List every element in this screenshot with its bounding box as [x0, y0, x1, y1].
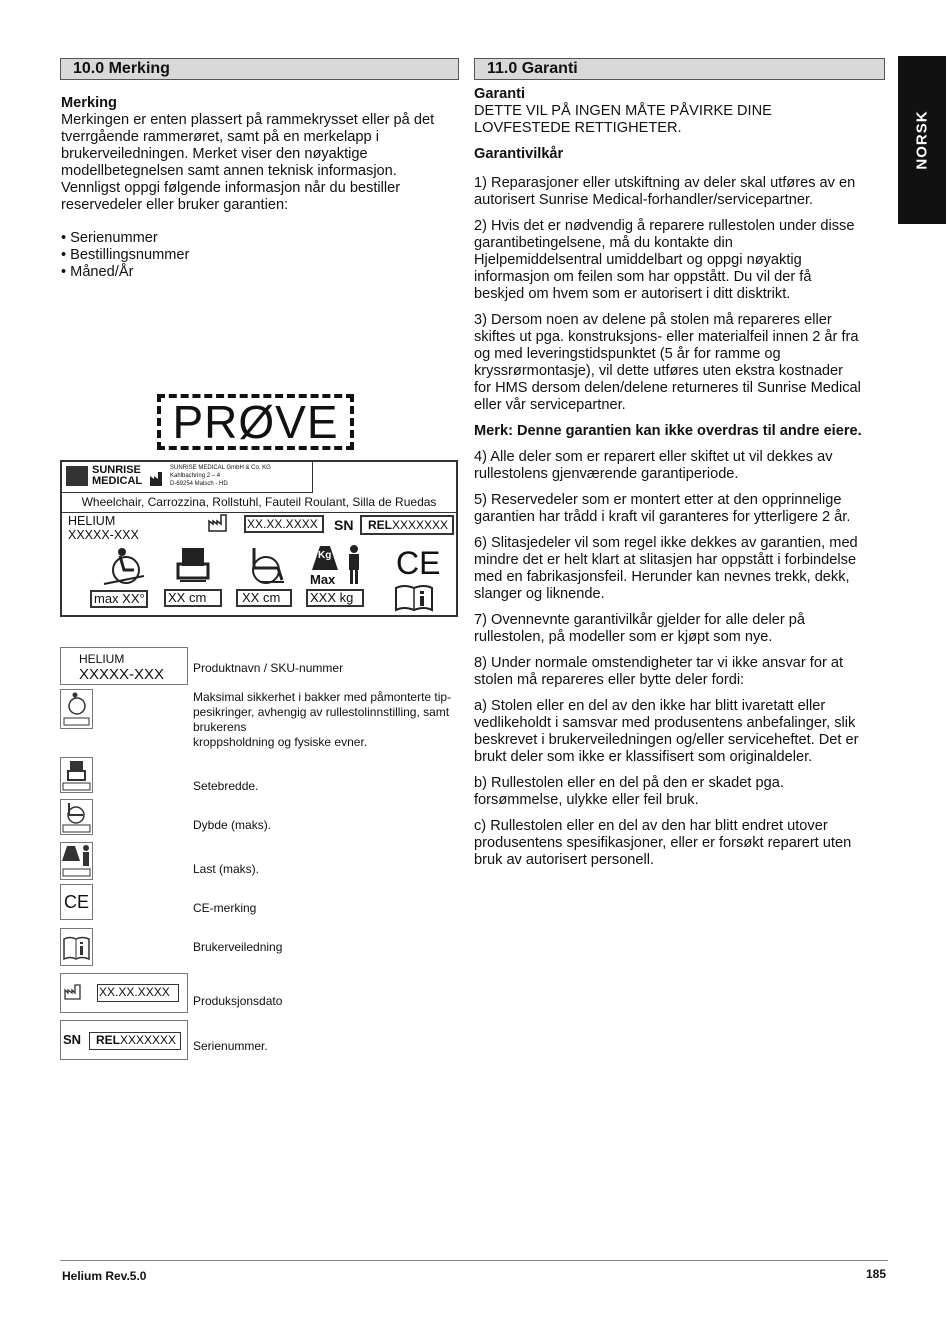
label-rel: RELXXXXXXX [360, 515, 454, 535]
footer-doc: Helium Rev.5.0 [62, 1269, 147, 1283]
legend-icon-manual [60, 928, 93, 966]
label-sku: XXXXX-XXX [68, 528, 139, 542]
legend-icon-tip [60, 689, 93, 729]
legend-icon-production-date: XX.XX.XXXX [60, 973, 188, 1013]
seat-width-icon [176, 544, 210, 584]
section-title-merking: 10.0 Merking [60, 58, 459, 80]
language-tab-label: NORSK [913, 110, 931, 170]
bullet-item: • Serienummer [61, 230, 158, 246]
intro-line: Merkingen er enten plassert på rammekrysset eller på det [61, 112, 435, 128]
garanti-notice: DETTE VIL PÅ INGEN MÅTE PÅVIRKE DINE LOVFESTEDE RETTIGHETER. [474, 103, 772, 136]
language-tab [898, 56, 946, 224]
ce-icon: CE [396, 545, 441, 581]
conditions-heading: Garantivilkår [474, 146, 564, 162]
legend-text: Serienummer. [193, 1039, 268, 1053]
intro-line: tverrgående rammerøret, samt på en merkelapp i [61, 129, 379, 145]
legend-text: Dybde (maks). [193, 818, 272, 832]
bullet-item: • Bestillingsnummer [61, 247, 190, 263]
legend-icon-load [60, 842, 93, 880]
product-types: Wheelchair, Carrozzina, Rollstuhl, Fauteil Roulant, Silla de Ruedas [62, 492, 456, 513]
warranty-paragraph: b) Rullestolen eller en del på den er skadet pga. forsømmelse, ulykke eller feil bruk. [474, 775, 784, 808]
warranty-paragraph: a) Stolen eller en del av den ikke har blitt ivaretatt eller vedlikeholdt i samsvar med produsentens anbefalinger, slik beskrevet i brukerveiledningen og/eller serviceheftet. Det er brukt deler som ikke er klassifisert som originaldeler. [474, 698, 859, 765]
warranty-paragraph: 4) Alle deler som er reparert eller skiftet ut vil dekkes av rullestolens gjenværende garantiperiode. [474, 449, 833, 482]
label-model-name: HELIUM [68, 514, 116, 528]
load-value: XXX kg [306, 589, 364, 607]
warranty-note: Merk: Denne garantien kan ikke overdras til andre eiere. [474, 423, 862, 439]
intro-line: brukerveiledningen. Merket viser den nøyaktige [61, 146, 368, 162]
merking-block [61, 95, 461, 281]
legend-icon-seat-width [60, 757, 93, 793]
legend-text: Setebredde. [193, 779, 259, 793]
legend-text: Last (maks). [193, 862, 260, 876]
manufacturer-icon [150, 472, 166, 486]
depth-icon [244, 544, 292, 586]
warranty-paragraph: 3) Dersom noen av delene på stolen må repareres eller skiftes ut pga. konstruksjons- eller materialfeil innen 2 år fra og med leveringstidspunktet (5 år for ramme og kryssrørmontasje), vil dette utføres uten ekstra kostnader for HMS dersom delen/delene returneres til Sunrise Medical eller vår servicepartner. [474, 312, 861, 413]
legend-text: Maksimal sikkerhet i bakker med påmonterte tip- pesikringer, avhengig av rullestolinnstilling, samt brukerens kroppsholdning og fysiske evner. [193, 690, 452, 749]
tip-angle-icon [100, 546, 146, 586]
manual-icon [394, 584, 434, 612]
legend-icon-product-name: HELIUM XXXXX-XXX [60, 647, 188, 685]
sunrise-logo-icon [66, 466, 88, 486]
legend-icon-depth [60, 799, 93, 835]
label-model [68, 514, 139, 542]
sample-stamp: PRØVE [157, 394, 354, 450]
warranty-paragraph: 1) Reparasjoner eller utskiftning av deler skal utføres av en autorisert Sunrise Medical-forhandler/servicepartner. [474, 175, 856, 208]
tip-value: max XX° [90, 590, 148, 608]
label-date: XX.XX.XXXX [244, 515, 324, 533]
garanti-block [474, 86, 889, 878]
legend-text: Produktnavn / SKU-nummer [193, 661, 344, 675]
label-sn: SN [334, 517, 354, 533]
legend-text: CE-merking [193, 901, 257, 915]
legend-text: Brukerveiledning [193, 940, 283, 954]
section-title-garanti: 11.0 Garanti [474, 58, 885, 80]
page-number: 185 [866, 1267, 887, 1281]
manufacturer-address: SUNRISE MEDICAL GmbH & Co. KG Kahlbachring 2 – 4 D-69254 Malsch - HD [170, 465, 271, 487]
brand-name: SUNRISE MEDICAL [92, 464, 143, 487]
intro-line: modellbetegnelsen samt annen teknisk informasjon. [61, 163, 397, 179]
legend-text: Produksjonsdato [193, 994, 283, 1008]
person-icon [346, 544, 362, 584]
warranty-paragraph: 5) Reservedeler som er montert etter at den opprinnelige garantien har trådd i kraft vil garanteres for ytterligere 2 år. [474, 492, 851, 525]
intro-line: Vennligst oppgi følgende informasjon når du bestiller [61, 180, 401, 196]
product-label [60, 460, 458, 617]
garanti-heading: Garanti [474, 86, 526, 102]
seat-width-value: XX cm [164, 589, 222, 607]
warranty-paragraph: 6) Slitasjedeler vil som regel ikke dekkes av garantien, med mindre det er helt klart at slitasjen har oppstått i forbindelse med en fabrikasjonsfeil. Herunder kan nevnes trekk, dekk, slanger og liknende. [474, 535, 858, 602]
depth-value: XX cm [236, 589, 292, 607]
warranty-paragraph: c) Rullestolen eller en del av den har blitt endret utover produsentens spesifikasjoner, eller er forsøkt reparert uten bruk av autorisert personell. [474, 818, 852, 868]
merking-heading: Merking [61, 95, 117, 111]
load-icon: Kg Max [310, 542, 340, 572]
legend-icon-ce: CE [60, 884, 93, 920]
intro-line: reservedeler eller bruker garantien: [61, 197, 289, 213]
legend-icon-serial-number: SN RELXXXXXXX [60, 1020, 188, 1060]
label-header [62, 462, 313, 493]
production-date-icon [208, 514, 230, 532]
bullet-item: • Måned/År [61, 264, 134, 280]
warranty-paragraph: 8) Under normale omstendigheter tar vi ikke ansvar for at stolen må repareres eller bytte deler fordi: [474, 655, 844, 688]
warranty-paragraph: 7) Ovennevnte garantivilkår gjelder for alle deler på rullestolen, på modeller som er kjøpt som nye. [474, 612, 805, 645]
footer-divider [60, 1260, 888, 1261]
warranty-paragraph: 2) Hvis det er nødvendig å reparere rullestolen under disse garantibetingelsene, må du kontakte din Hjelpemiddelsentral umiddelbart og oppgi nøyaktig informasjon om feilen som har oppstått. Du vil der få beskjed om hvem som er autorisert i ditt disktrikt. [474, 218, 855, 302]
